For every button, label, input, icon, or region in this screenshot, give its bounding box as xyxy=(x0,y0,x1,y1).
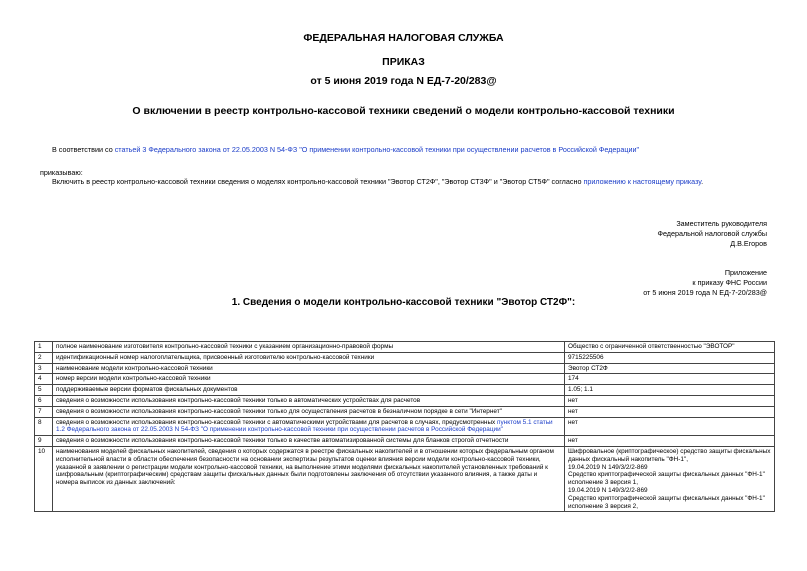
order-body: Включить в реестр контрольно-кассовой техники сведения о моделях контрольно-кассовой техники "Эвотор СТ2Ф", "Эвотор СТ3Ф" и "Эвотор СТ5Ф" согласно xyxy=(52,177,584,186)
signature-agency: Федеральной налоговой службы xyxy=(657,229,767,238)
preamble xyxy=(52,145,772,154)
row-value: 174 xyxy=(565,374,775,385)
table-row xyxy=(35,342,775,353)
row-label: идентификационный номер налогоплательщика, присвоенный изготовителю контрольно-кассовой техники xyxy=(53,352,565,363)
appendix-block xyxy=(467,268,767,298)
table-row xyxy=(35,395,775,406)
row-value: нет xyxy=(565,395,775,406)
order-text xyxy=(52,177,772,186)
preamble-intro: В соответствии со xyxy=(52,145,115,154)
row-label: полное наименование изготовителя контрольно-кассовой техники с указанием организационно-правовой формы xyxy=(53,342,565,353)
row-number: 7 xyxy=(35,406,53,417)
table-row xyxy=(35,406,775,417)
row-value xyxy=(565,446,775,511)
row-value: нет xyxy=(565,406,775,417)
fiscal-drive-entry: Средство криптографической защиты фискальных данных "ФН-1" исполнение 3 версия 1, xyxy=(568,471,765,487)
signature-position: Заместитель руководителя xyxy=(676,219,767,228)
fiscal-drive-entry: 19.04.2019 N 149/3/2/2-869 xyxy=(568,463,648,471)
appendix-ref: к приказу ФНС России xyxy=(692,278,767,287)
row-label: наименование модели контрольно-кассовой техники xyxy=(53,363,565,374)
row-number: 2 xyxy=(35,352,53,363)
row-label: сведения о возможности использования контрольно-кассовой техники только для осуществления расчетов в безналичном порядке в сети "Интернет" xyxy=(53,406,565,417)
section-title: 1. Сведения о модели контрольно-кассовой техники "Эвотор СТ2Ф": xyxy=(231,297,576,308)
table-row xyxy=(35,446,775,511)
row-label-text: сведения о возможности использования контрольно-кассовой техники с автоматическими устройствами для расчетов в случаях, предусмотренных xyxy=(56,418,498,426)
appendix-link[interactable]: приложению к настоящему приказу xyxy=(583,177,702,186)
model-info-table xyxy=(34,341,775,512)
row-label: поддерживаемые версии форматов фискальных документов xyxy=(53,385,565,396)
signature-name: Д.В.Егоров xyxy=(730,239,767,248)
fiscal-drive-entry: Средство криптографической защиты фискальных данных "ФН-1" исполнение 3 версия 2, xyxy=(568,494,765,510)
row-number: 4 xyxy=(35,374,53,385)
order-keyword: приказываю: xyxy=(40,168,83,177)
doc-title: О включении в реестр контрольно-кассовой техники сведений о модели контрольно-кассовой техники xyxy=(132,105,675,117)
row-value: 9715225506 xyxy=(565,352,775,363)
row-value: 1.05; 1.1 xyxy=(565,385,775,396)
agency-name: ФЕДЕРАЛЬНАЯ НАЛОГОВАЯ СЛУЖБА xyxy=(303,32,504,44)
table-row xyxy=(35,352,775,363)
appendix-label: Приложение xyxy=(724,268,767,277)
table-row xyxy=(35,436,775,447)
signature-block xyxy=(467,219,767,249)
law-link[interactable]: статьей 3 Федерального закона от 22.05.2003 N 54-ФЗ "О применении контрольно-кассовой техники при осуществлении расчетов в Российской Федерации" xyxy=(114,145,640,154)
appendix-date: от 5 июня 2019 года N ЕД-7-20/283@ xyxy=(643,288,767,297)
row-value: Эвотор СТ2Ф xyxy=(565,363,775,374)
fiscal-drive-entry: 19.04.2019 N 149/3/2/2-869 xyxy=(568,486,648,494)
table-row xyxy=(35,374,775,385)
row-label: сведения о возможности использования контрольно-кассовой техники только в автоматических устройствах для расчетов xyxy=(53,395,565,406)
row-number: 3 xyxy=(35,363,53,374)
fiscal-drive-entry: Шифровальное (криптографическое) средство защиты фискальных данных фискальный накопитель "ФН-1", xyxy=(568,447,771,463)
row-number: 6 xyxy=(35,395,53,406)
row-label xyxy=(53,417,565,436)
doc-date-number: от 5 июня 2019 года N ЕД-7-20/283@ xyxy=(310,75,497,87)
row-value: нет xyxy=(565,417,775,436)
row-number: 10 xyxy=(35,446,53,511)
row-number: 9 xyxy=(35,436,53,447)
table-row xyxy=(35,385,775,396)
table-row xyxy=(35,417,775,436)
order-end: . xyxy=(701,177,704,186)
row-value: Общество с ограниченной ответственностью "ЭВОТОР" xyxy=(565,342,775,353)
law-clause-link[interactable]: пунктом 5.1 статьи 1.2 Федерального закона от 22.05.2003 N 54-ФЗ "О применении контрольно-кассовой техники при осуществлении расчетов в Российской Федерации" xyxy=(56,418,553,434)
table-row xyxy=(35,363,775,374)
row-label: наименования моделей фискальных накопителей, сведения о которых содержатся в реестре фискальных накопителей и в отношении которых федеральным органом исполнительной власти в области обеспечения безопасности на основании экспертизы результатов оценки влияния версии модели контрольно-кассовой техники, указанной в заявлении о регистрации модели контрольно-кассовой техники, на выполнение этими моделями фискальных накопителей установленных требований к шифровальным (криптографическим) средствам защиты фискальных данных были подготовлены заключения об отсутствии указанного влияния, а также даты и номера выписок из данных заключений: xyxy=(53,446,565,511)
row-number: 8 xyxy=(35,417,53,436)
row-number: 1 xyxy=(35,342,53,353)
row-value: нет xyxy=(565,436,775,447)
row-label: номер версии модели контрольно-кассовой техники xyxy=(53,374,565,385)
doc-type: ПРИКАЗ xyxy=(382,56,425,68)
row-number: 5 xyxy=(35,385,53,396)
row-label: сведения о возможности использования контрольно-кассовой техники только в качестве автоматизированной системы для бланков строгой отчетности xyxy=(53,436,565,447)
